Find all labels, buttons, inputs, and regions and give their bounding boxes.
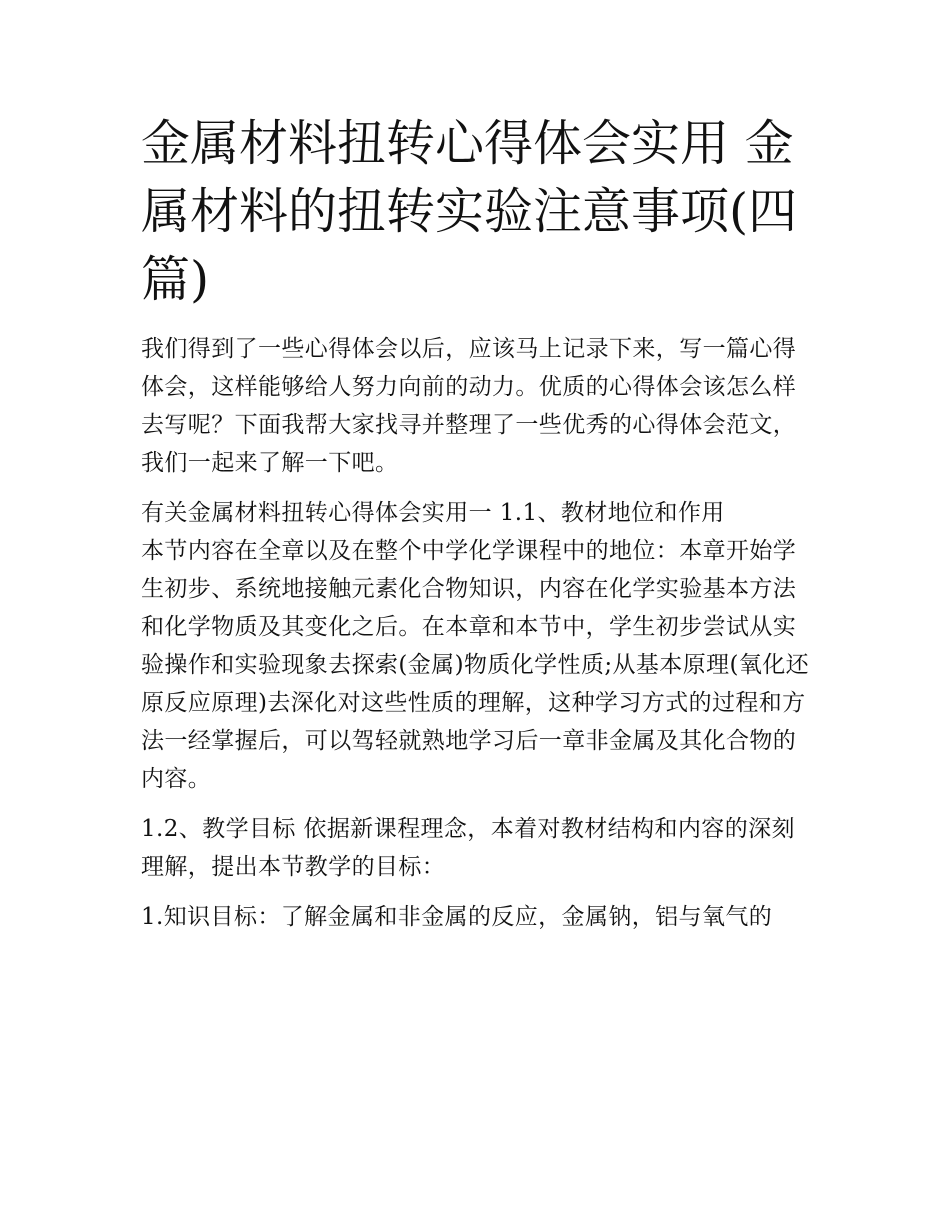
section-heading-1-1: 有关金属材料扭转心得体会实用一 1.1、教材地位和作用 (141, 500, 725, 526)
document-title: 金属材料扭转心得体会实用 金属材料的扭转实验注意事项(四篇) (141, 115, 798, 308)
body-paragraph-position: 本节内容在全章以及在整个中学化学课程中的地位：本章开始学生初步、系统地接触元素化合物知识，内容在化学实验基本方法和化学物质及其变化之后。在本章和本节中，学生初步尝试从实验操作和实验现象去探索(金属)物质化学性质;从基本原理(氧化还原反应原理)去深化对这些性质的理解，这种学习方式的过程和方法一经掌握后，可以驾轻就熟地学习后一章非金属及其化合物的内容。 (141, 538, 810, 792)
knowledge-goal-paragraph: 1.知识目标：了解金属和非金属的反应，金属钠，铝与氧气的 (141, 904, 773, 930)
section-heading-1-2: 1.2、教学目标 依据新课程理念，本着对教材结构和内容的深刻理解，提出本节教学的目标： (141, 816, 795, 880)
document-content (141, 110, 813, 936)
intro-paragraph: 我们得到了一些心得体会以后，应该马上记录下来，写一篇心得体会，这样能够给人努力向前的动力。优质的心得体会该怎么样去写呢？下面我帮大家找寻并整理了一些优秀的心得体会范文，我们一起来了解一下吧。 (141, 336, 797, 476)
